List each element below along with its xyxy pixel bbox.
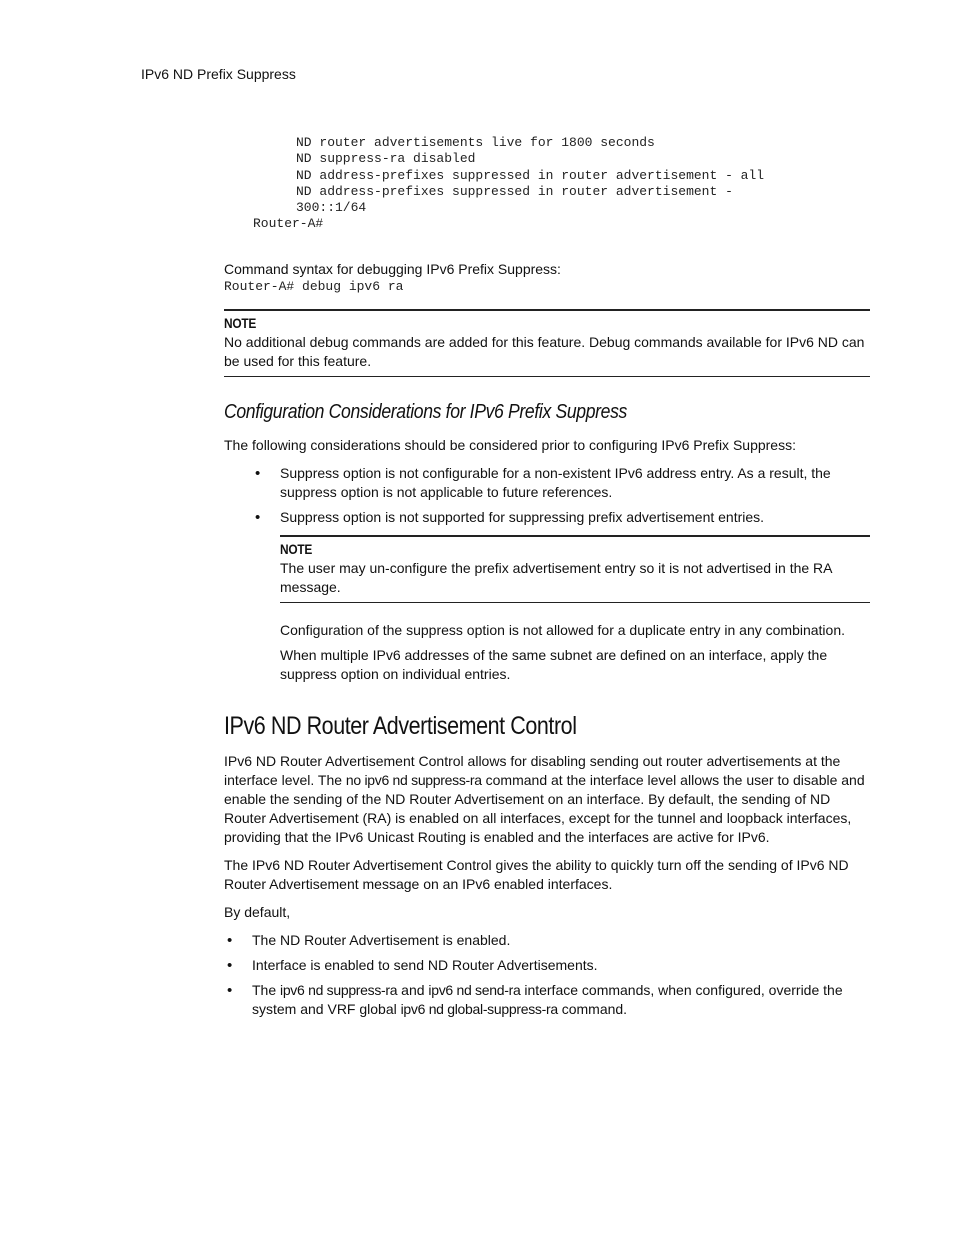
command-name: no ipv6 nd suppress-ra	[345, 772, 482, 789]
page-content	[224, 135, 870, 1025]
command-name: ipv6 nd send-ra	[428, 982, 521, 999]
considerations-intro: The following considerations should be considered prior to configuring IPv6 Prefix Suppress:	[224, 437, 796, 454]
list-item: • Suppress option is not supported for suppressing prefix advertisement entries.	[280, 508, 870, 527]
command-name: ipv6 nd suppress-ra	[280, 982, 398, 999]
code-line: ND router advertisements live for 1800 seconds	[296, 135, 655, 150]
list-item: Configuration of the suppress option is not allowed for a duplicate entry in any combination.	[280, 622, 846, 639]
debug-intro-paragraph: Command syntax for debugging IPv6 Prefix Suppress:	[224, 260, 561, 277]
considerations-list	[280, 464, 870, 527]
rac-paragraph-1	[224, 752, 870, 847]
section-heading: IPv6 ND Router Advertisement Control	[224, 712, 577, 741]
code-prompt: Router-A#	[253, 216, 324, 232]
text-run: command.	[557, 1001, 628, 1018]
list-item: • Interface is enabled to send ND Router Advertisements.	[252, 956, 870, 975]
text-run: and	[397, 982, 429, 999]
note-label: NOTE	[280, 541, 313, 558]
rac-paragraph-3: By default,	[224, 904, 291, 921]
code-line: ND address-prefixes suppressed in router advertisement - all	[296, 167, 765, 183]
considerations-list-continued	[280, 621, 870, 684]
show-output-code-block	[253, 135, 870, 233]
running-header: IPv6 ND Prefix Suppress	[141, 66, 296, 82]
list-item: When multiple IPv6 addresses of the same subnet are defined on an interface, apply the suppress option on individual entries.	[280, 647, 828, 683]
code-line: ND suppress-ra disabled	[296, 151, 476, 167]
note-box	[280, 535, 870, 603]
text-run: IPv6 ND Router Advertisement Control allows for disabling sending out router advertisements at the interface level. The	[224, 753, 841, 789]
note-box	[224, 309, 870, 377]
rac-paragraph-2: The IPv6 ND Router Advertisement Control gives the ability to quickly turn off the sending of IPv6 ND Router Advertisement message on an IPv6 enabled interfaces.	[224, 857, 849, 893]
code-line: ND address-prefixes suppressed in router advertisement -	[296, 183, 733, 199]
note-text: No additional debug commands are added for this feature. Debug commands available for IPv6 ND can be used for this feature.	[224, 334, 865, 370]
list-item: • Suppress option is not configurable for a non-existent IPv6 address entry. As a result, the suppress option is not applicable to future references.	[280, 464, 870, 502]
list-item	[252, 981, 870, 1019]
debug-command: Router-A# debug ipv6 ra	[224, 278, 404, 294]
list-item: • The ND Router Advertisement is enabled.	[252, 931, 870, 950]
note-label: NOTE	[224, 315, 257, 332]
text-run: command at the interface level allows the user to disable and enable the sending of the ND Router Advertisement on an interface. By default, the sending of ND Router Advertisement (RA) is enabled on all interfaces, except for the tunnel and loopback interfaces, providing that the IPv6 Unicast Routing is enabled and the interfaces are active for IPv6.	[224, 772, 865, 846]
text-run: interface commands, when configured, override the system and VRF global	[252, 982, 843, 1018]
considerations-heading: Configuration Considerations for IPv6 Prefix Suppress	[224, 401, 627, 424]
code-line: 300::1/64	[296, 200, 367, 216]
command-name: ipv6 nd global-suppress-ra	[400, 1001, 558, 1018]
note-text: The user may un-configure the prefix advertisement entry so it is not advertised in the RA message.	[280, 560, 832, 596]
defaults-list	[252, 931, 870, 1019]
text-run: The	[252, 982, 281, 999]
